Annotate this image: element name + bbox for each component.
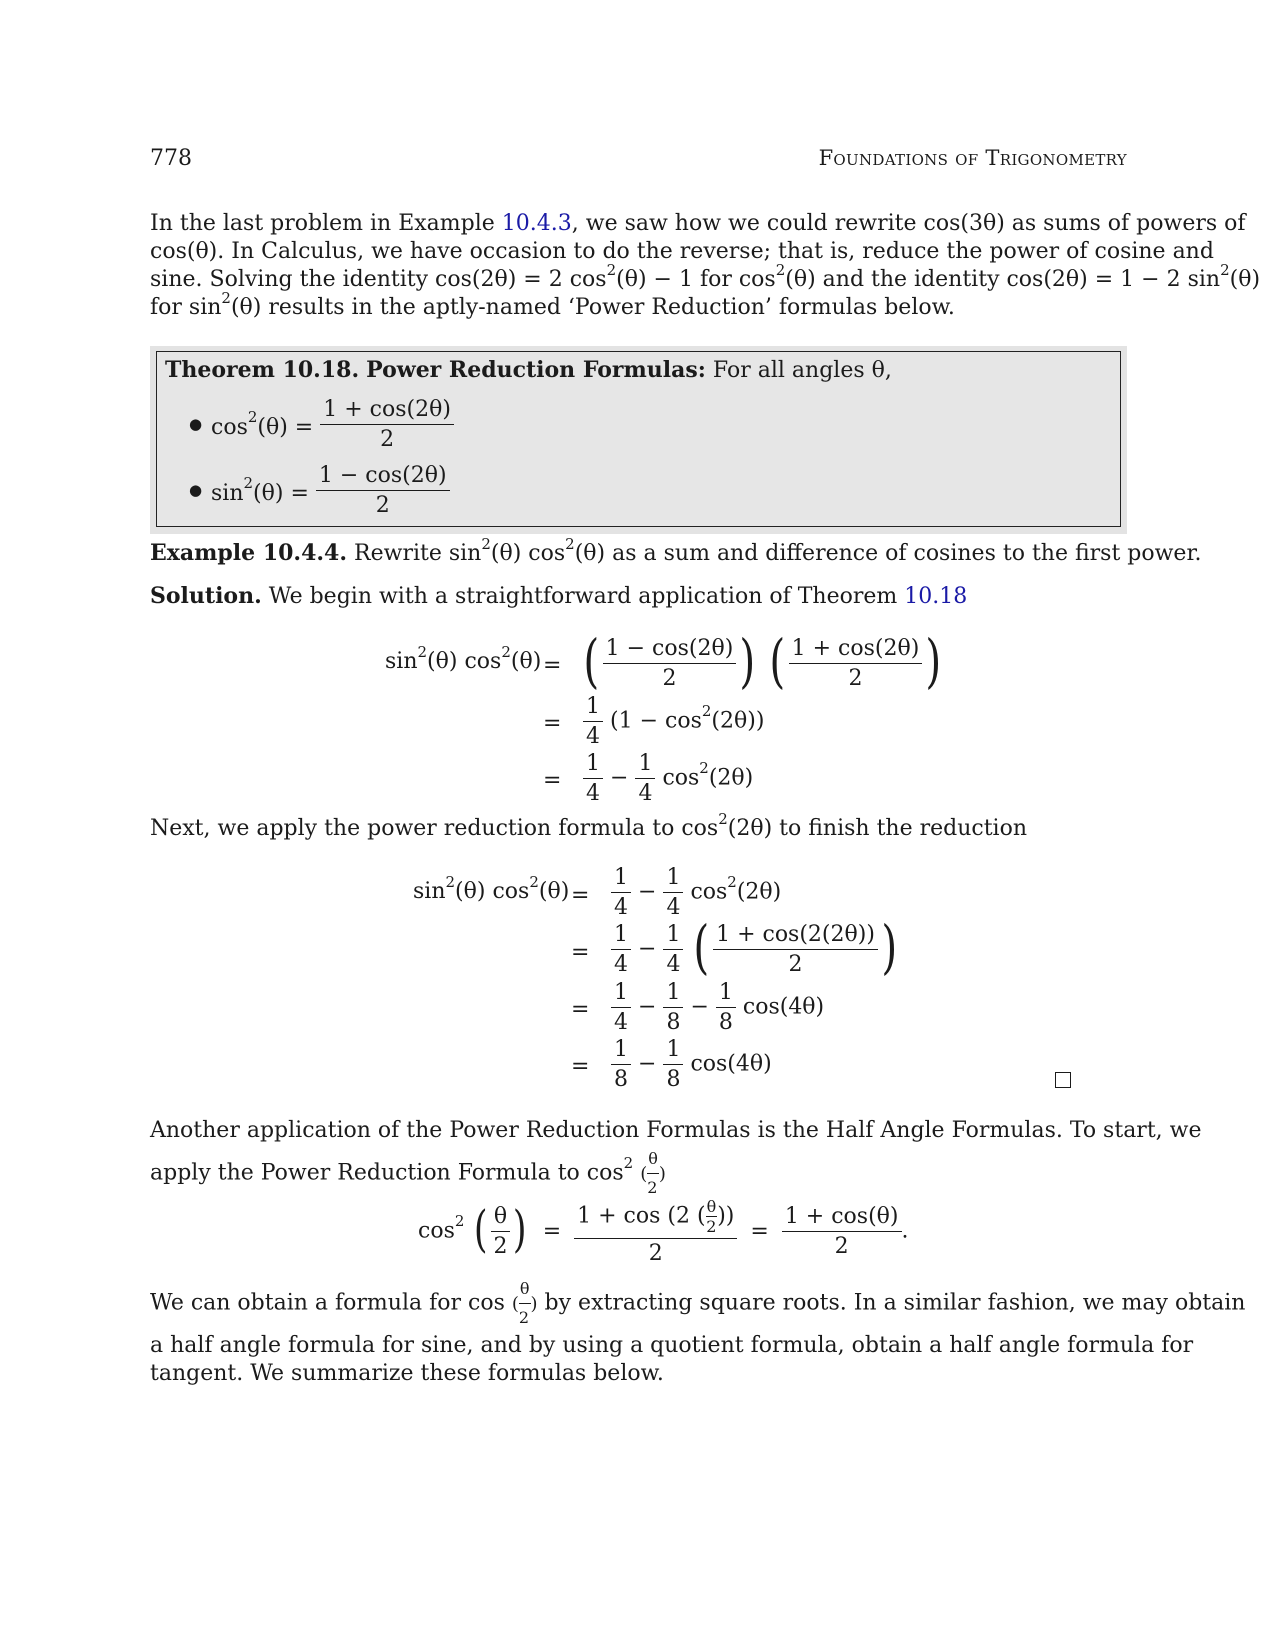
theorem-label: Theorem 10.18. (165, 357, 360, 383)
equals-sign: = (571, 997, 590, 1022)
intro-paragraph (150, 210, 1261, 322)
equals-sign: = (543, 653, 562, 678)
closing-paragraph (150, 1275, 1246, 1388)
half-angle-intro (150, 1117, 1202, 1202)
intro-line-2: cos(θ). In Calculus, we have occasion to do the reverse; that is, reduce the power of cosine and (150, 239, 1214, 264)
derivation2-step2: $\frac{1}{4}$ − $\frac{1}{4}$ ( $\frac{1 + \cos(2(2\theta))}{2}$ ) (611, 922, 901, 977)
formula-fraction: $\frac{1 - \cos(2\theta)}{2}$ (316, 463, 450, 518)
next-step-text: Next, we apply the power reduction formula to $\cos^2(2\theta)$ to finish the reduction (150, 809, 1027, 841)
derivation2-step3: $\frac{1}{4}$ − $\frac{1}{8}$ − $\frac{1}{8}$ cos(4θ) (611, 980, 824, 1035)
equals-sign: = (543, 768, 562, 793)
derivation2-step1: $\frac{1}{4}$ − $\frac{1}{4}$ $\cos^2(2\theta)$ (611, 865, 781, 920)
derivation2-lhs: $\sin^2(\theta)$ $\cos^2(\theta)$ (413, 872, 570, 904)
derivation2-step4: $\frac{1}{8}$ − $\frac{1}{8}$ cos(4θ) (611, 1037, 772, 1092)
equals-sign: = (571, 883, 590, 908)
derivation1-step2: $\frac{1}{4}$ $(1 - \cos^2(2\theta))$ (583, 694, 764, 749)
half-angle-line-1: Another application of the Power Reduction Formulas is the Half Angle Formulas. To start, we (150, 1118, 1202, 1143)
page-number: 778 (150, 146, 192, 171)
closing-line-1: We can obtain a formula for cos ( $\frac{\theta}{2}$ ) by extracting square roots. In a similar fashion, we may obtain (150, 1275, 1126, 1332)
theorem-frame: Theorem 10.18. Power Reduction Formulas: For all angles θ, ● $\cos^2(\theta)$ = $\frac{1 + \cos(2\theta)}{2}$ ● $\sin^2(\theta)$ = $\frac{1 - \cos(2\theta)}{2}$ (156, 351, 1121, 527)
closing-line-2: a half angle formula for sine, and by using a quotient formula, obtain a half angle formula for (150, 1333, 1194, 1358)
theorem-name: Power Reduction Formulas: (366, 357, 706, 383)
intro-line-1: In the last problem in Example 10.4.3, we saw how we could rewrite cos(3θ) as sums of powers of (150, 211, 1246, 236)
bullet-dot: ● (189, 481, 203, 499)
bullet-dot: ● (189, 415, 203, 433)
theorem-link[interactable]: 10.18 (904, 584, 968, 609)
intro-line-3: sine. Solving the identity cos(2θ) = 2 $\cos^2(\theta) - 1$ for $\cos^2(\theta)$ and the identity cos(2θ) = 1 − 2 $\sin^2(\theta)$ (150, 260, 1261, 292)
example-link[interactable]: 10.4.3 (501, 211, 572, 236)
closing-line-3: tangent. We summarize these formulas below. (150, 1361, 664, 1386)
solution-label: Solution. (150, 583, 262, 609)
equals-sign: = (543, 711, 562, 736)
theorem-box (150, 346, 1127, 534)
intro-line-4: for $\sin^2(\theta)$ results in the aptly-named ‘Power Reduction’ formulas below. (150, 288, 955, 320)
equals-sign: = (571, 1054, 590, 1079)
theorem-heading (165, 357, 892, 383)
running-title: Foundations of Trigonometry (818, 146, 1127, 170)
solution-intro: Solution. We begin with a straightforward application of Theorem 10.18 (150, 583, 968, 609)
half-angle-equation: $\cos^2$ ( $\frac{\theta}{2}$ ) = 1 + cos (2 ( $\frac{\theta}{2}$ )) 2 = $\frac{1 + \cos(\theta)}{2}$ . (418, 1197, 909, 1266)
derivation1-step1: ( $\frac{1 - \cos(2\theta)}{2}$ ) ( $\frac{1 + \cos(2\theta)}{2}$ ) (583, 626, 942, 695)
derivation1-lhs: $\sin^2(\theta)$ $\cos^2(\theta)$ (385, 642, 542, 674)
qed-box-icon (1055, 1072, 1071, 1088)
equals-sign: = (571, 940, 590, 965)
formula-fraction: $\frac{1 + \cos(2\theta)}{2}$ (320, 397, 454, 452)
half-angle-line-2: apply the Power Reduction Formula to $\cos^2$ ( $\frac{\theta}{2}$ ) (150, 1145, 1126, 1202)
example-label: Example 10.4.4. (150, 540, 348, 566)
example-statement: Example 10.4.4. Rewrite $\sin^2(\theta)$ $\cos^2(\theta)$ as a sum and difference of cosines to the first power. (150, 534, 1202, 566)
theorem-condition: For all angles θ, (712, 358, 892, 383)
derivation1-step3: $\frac{1}{4}$ − $\frac{1}{4}$ $\cos^2(2\theta)$ (583, 751, 753, 806)
